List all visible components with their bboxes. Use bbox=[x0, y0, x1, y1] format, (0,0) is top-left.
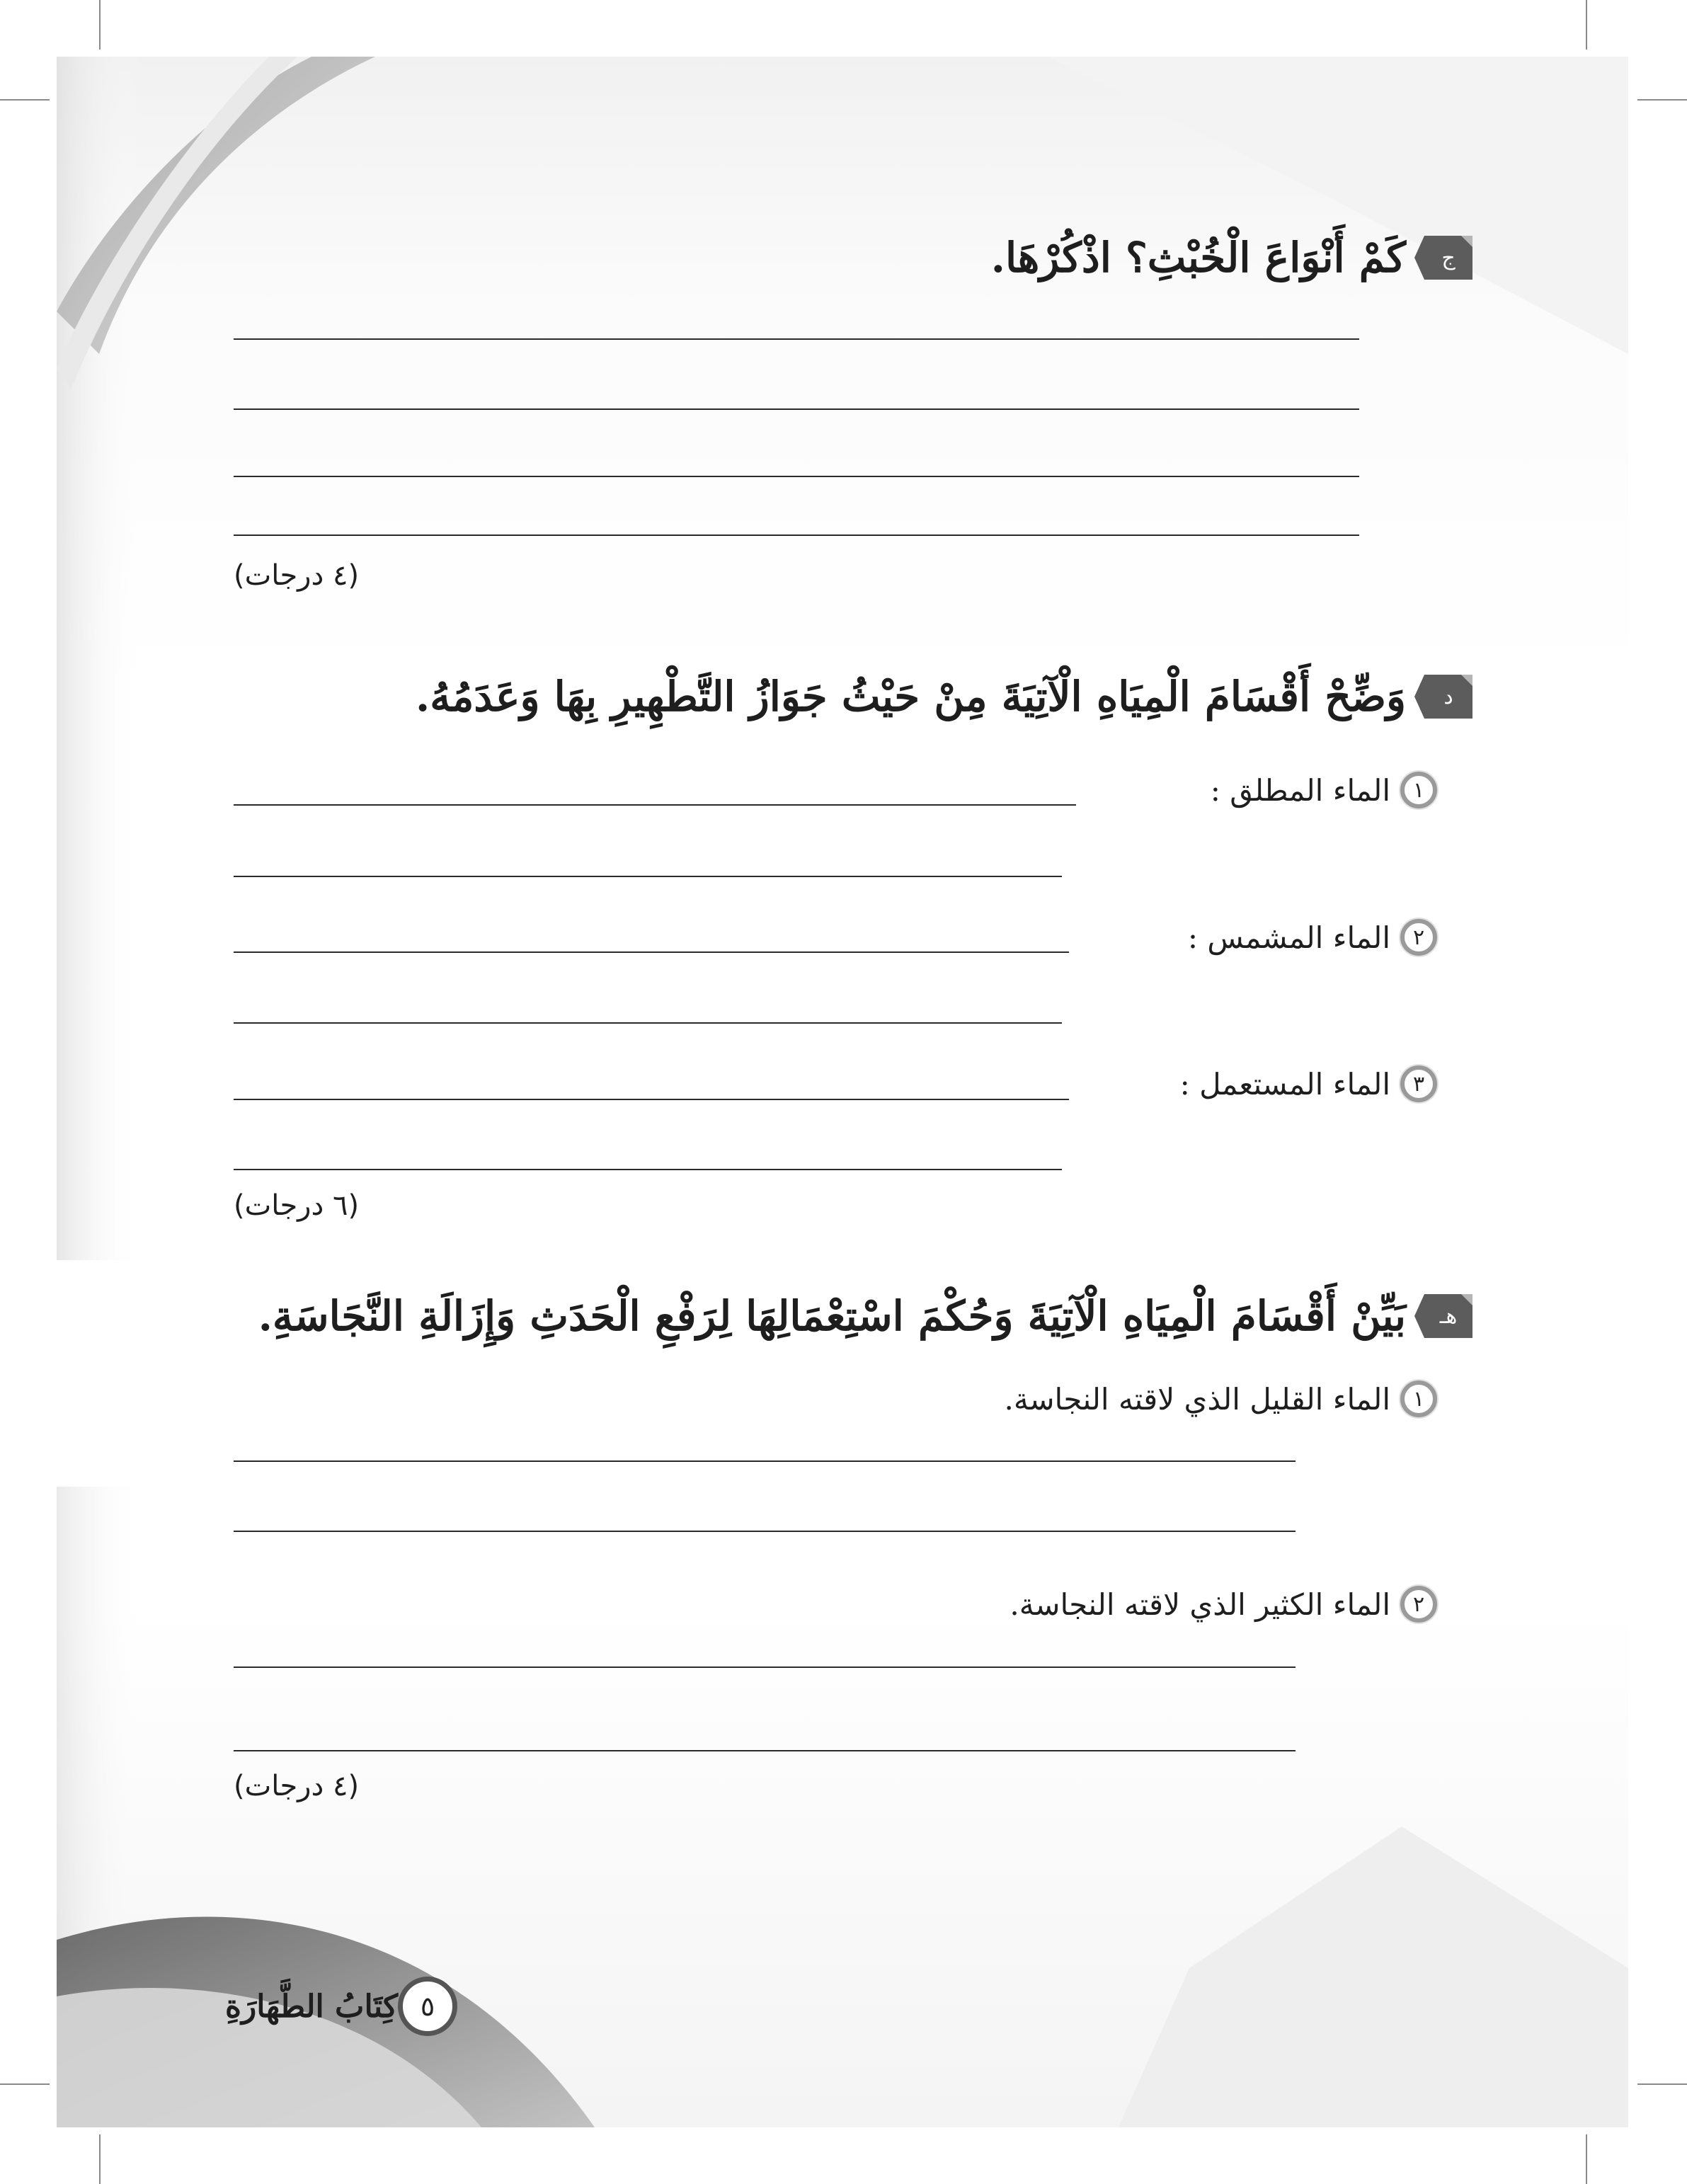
crop-mark bbox=[1586, 0, 1587, 50]
sub-item bbox=[1180, 1065, 1437, 1102]
answer-line[interactable] bbox=[234, 534, 1359, 536]
page-footer bbox=[212, 1977, 457, 2036]
question-text: بَيِّنْ أَقْسَامَ الْمِيَاهِ الْآتِيَةَ وَحُكْمَ اسْتِعْمَالِهَا لِرَفْعِ الْحَدَثِ وَإِزَالَةِ النَّجَاسَةِ. bbox=[258, 1292, 1406, 1340]
answer-line[interactable] bbox=[234, 876, 1062, 877]
question-dal bbox=[416, 673, 1472, 721]
question-text: كَمْ أَنْوَاعَ الْخُبْثِ؟ اذْكُرْهَا. bbox=[990, 234, 1406, 282]
page-number: ٥ bbox=[398, 1977, 457, 2036]
sub-item bbox=[1188, 919, 1437, 956]
sub-item bbox=[1004, 1380, 1437, 1417]
sub-item bbox=[1211, 772, 1437, 808]
item-number-circle: ٢ bbox=[1400, 919, 1437, 956]
answer-line[interactable] bbox=[234, 1666, 1296, 1668]
question-label-badge: هـ bbox=[1424, 1294, 1472, 1338]
item-text: الماء المستعمل : bbox=[1179, 1066, 1390, 1102]
book-title: كِتَابُ الطَّهَارَةِ bbox=[225, 1988, 399, 2025]
question-label-badge: ج bbox=[1424, 236, 1472, 280]
answer-line[interactable] bbox=[234, 1022, 1062, 1024]
crop-mark bbox=[99, 0, 101, 50]
answer-line[interactable] bbox=[234, 1099, 1069, 1100]
crop-mark bbox=[1637, 2083, 1687, 2085]
question-ha bbox=[258, 1292, 1472, 1340]
question-jeem bbox=[991, 234, 1472, 282]
answer-line[interactable] bbox=[234, 951, 1069, 953]
item-number-circle: ١ bbox=[1400, 1380, 1437, 1417]
crop-mark bbox=[1637, 99, 1687, 101]
crop-mark bbox=[99, 2134, 101, 2184]
marks-label: (٤ درجات) bbox=[234, 1770, 360, 1802]
answer-line[interactable] bbox=[234, 1460, 1296, 1462]
answer-line[interactable] bbox=[234, 476, 1359, 477]
crop-mark bbox=[0, 2083, 50, 2085]
crop-mark bbox=[1586, 2134, 1587, 2184]
answer-line[interactable] bbox=[234, 338, 1359, 340]
item-number-circle: ٣ bbox=[1400, 1065, 1437, 1102]
sub-item bbox=[1010, 1586, 1437, 1623]
crop-mark bbox=[0, 99, 50, 101]
answer-line[interactable] bbox=[234, 1531, 1296, 1532]
answer-line[interactable] bbox=[234, 1750, 1296, 1751]
question-text: وَضِّحْ أَقْسَامَ الْمِيَاهِ الْآتِيَةَ مِنْ حَيْثُ جَوَازُ التَّطْهِيرِ بِهَا وَعَدَمُهُ. bbox=[416, 673, 1406, 721]
item-number-circle: ٢ bbox=[1400, 1586, 1437, 1623]
answer-line[interactable] bbox=[234, 408, 1359, 410]
question-label-badge: د bbox=[1424, 675, 1472, 719]
item-text: الماء الكثير الذي لاقته النجاسة. bbox=[1010, 1586, 1390, 1622]
item-number-circle: ١ bbox=[1400, 772, 1437, 808]
answer-line[interactable] bbox=[234, 1169, 1062, 1170]
item-text: الماء المشمس : bbox=[1187, 920, 1390, 955]
answer-line[interactable] bbox=[234, 804, 1076, 806]
item-text: الماء القليل الذي لاقته النجاسة. bbox=[1004, 1381, 1390, 1417]
marks-label: (٤ درجات) bbox=[234, 559, 360, 592]
item-text: الماء المطلق : bbox=[1210, 772, 1390, 808]
marks-label: (٦ درجات) bbox=[234, 1189, 360, 1222]
worksheet-page bbox=[57, 57, 1628, 2127]
